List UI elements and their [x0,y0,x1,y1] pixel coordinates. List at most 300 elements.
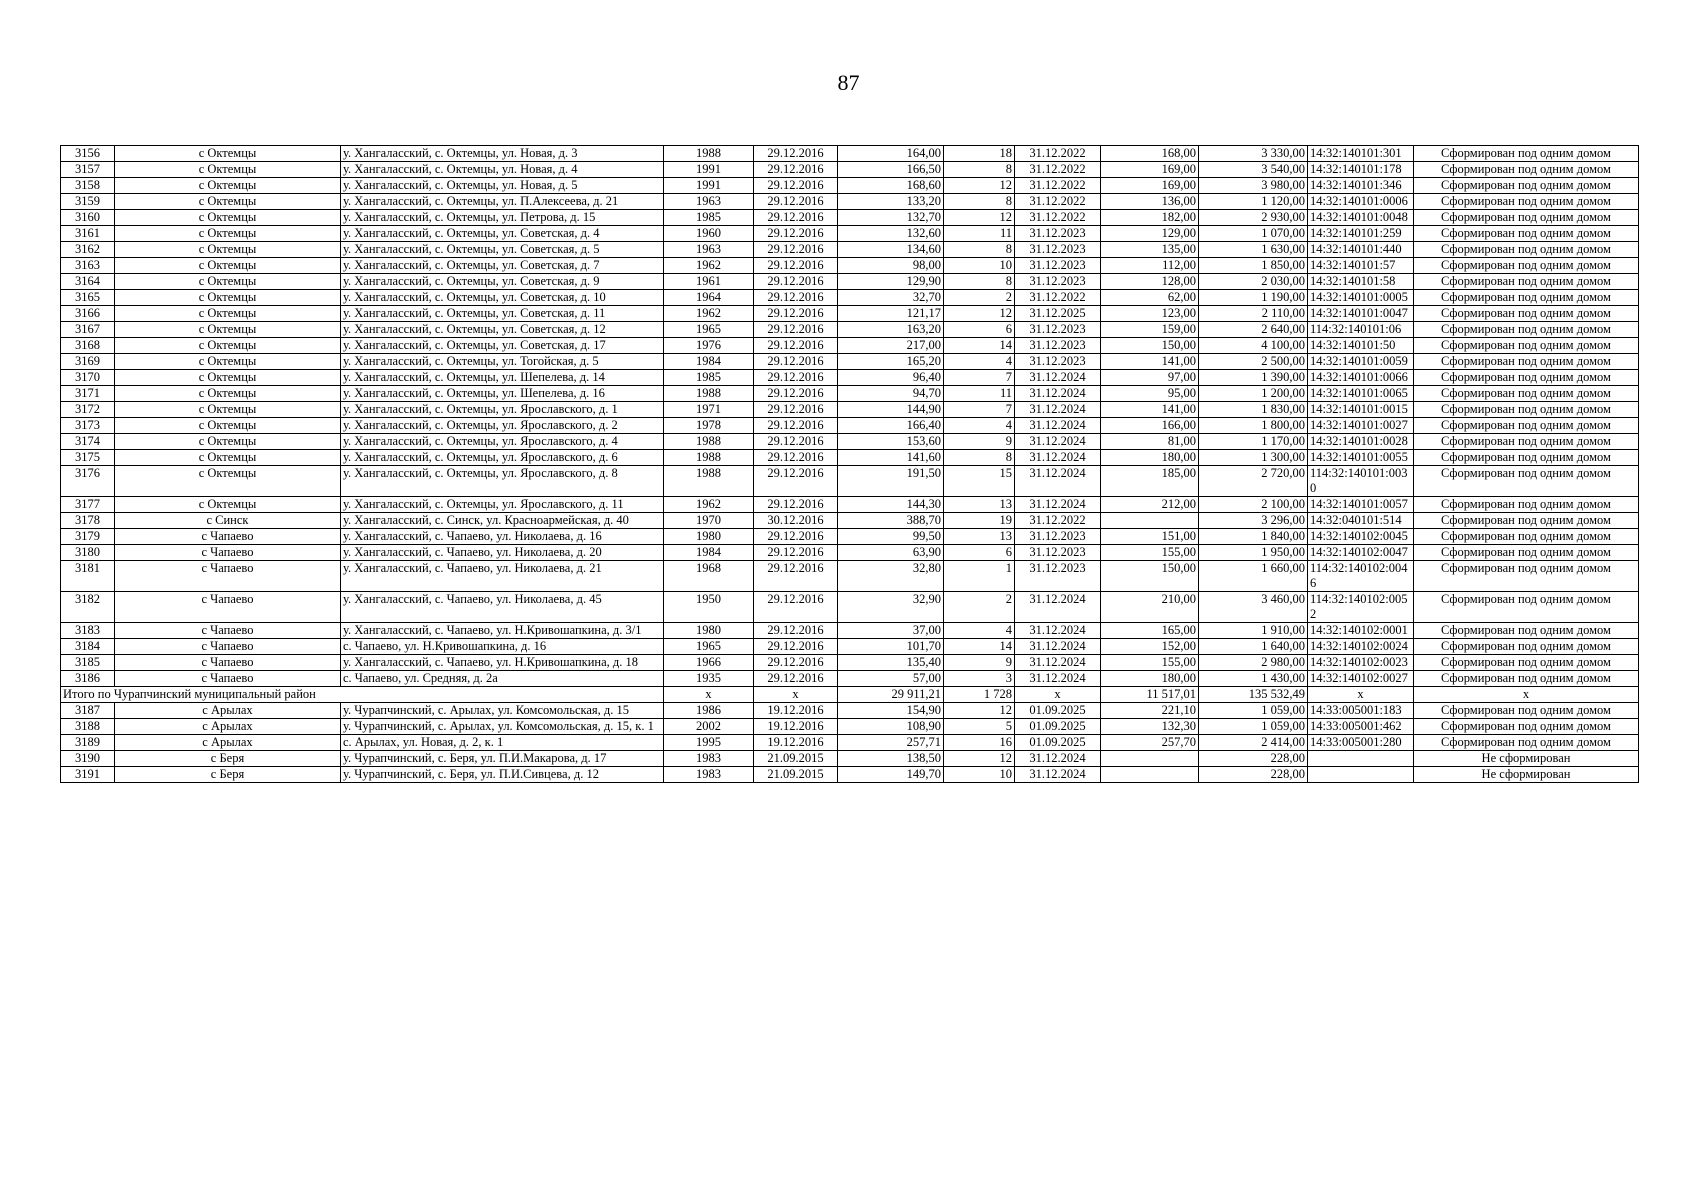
table-row [61,466,1639,497]
row-number: 3180 [61,545,115,561]
cadastral-number-cell: 14:33:005001:183 [1308,703,1414,719]
land-status-cell: Сформирован под одним домом [1414,242,1639,258]
cadastral-number-cell: 14:32:140101:0059 [1308,354,1414,370]
cadastral-number-cell: 14:32:140101:58 [1308,274,1414,290]
settlement-cell: с Чапаево [115,639,341,655]
cost-cell: 3 296,00 [1199,513,1308,529]
resettlement-deadline-cell: 31.12.2024 [1015,434,1101,450]
cadastral-number-cell: 14:32:140101:57 [1308,258,1414,274]
land-status-cell: Сформирован под одним домом [1414,561,1639,592]
total-label: Итого по Чурапчинский муниципальный район [61,687,664,703]
land-area-cell [1101,751,1199,767]
residents-count-cell: 19 [944,513,1015,529]
settlement-cell: с Октемцы [115,497,341,513]
land-area-cell: 152,00 [1101,639,1199,655]
residents-count-cell: 14 [944,338,1015,354]
address-cell: у. Хангаласский, с. Октемцы, ул. Советская, д. 4 [341,226,664,242]
table-row [61,370,1639,386]
row-number: 3171 [61,386,115,402]
settlement-cell: с Чапаево [115,671,341,687]
year-cell: 1961 [664,274,754,290]
row-number: 3174 [61,434,115,450]
land-area-cell: 165,00 [1101,623,1199,639]
residents-count-cell: 12 [944,703,1015,719]
residents-count-cell: 12 [944,751,1015,767]
land-area-cell: 62,00 [1101,290,1199,306]
address-cell: у. Хангаласский, с. Октемцы, ул. Ярославского, д. 8 [341,466,664,497]
inclusion-date-cell: 29.12.2016 [754,162,838,178]
inclusion-date-cell: 29.12.2016 [754,338,838,354]
cost-cell: 2 930,00 [1199,210,1308,226]
cadastral-number-cell: 114:32:140102:0046 [1308,561,1414,592]
land-area-cell: 182,00 [1101,210,1199,226]
inclusion-date-cell: 29.12.2016 [754,561,838,592]
cost-cell: 2 110,00 [1199,306,1308,322]
resettlement-deadline-cell: 31.12.2023 [1015,322,1101,338]
year-cell: 1962 [664,306,754,322]
resettlement-deadline-cell: 31.12.2024 [1015,370,1101,386]
address-cell: у. Хангаласский, с. Октемцы, ул. П.Алексеева, д. 21 [341,194,664,210]
inclusion-date-cell: 29.12.2016 [754,639,838,655]
land-area-cell: 97,00 [1101,370,1199,386]
cost-cell: 1 170,00 [1199,434,1308,450]
living-area-cell: 101,70 [838,639,944,655]
land-area-cell: 169,00 [1101,162,1199,178]
land-status-cell: Сформирован под одним домом [1414,194,1639,210]
register-body [61,146,1639,783]
address-cell: у. Хангаласский, с. Октемцы, ул. Советская, д. 12 [341,322,664,338]
address-cell: у. Чурапчинский, с. Арылах, ул. Комсомольская, д. 15, к. 1 [341,719,664,735]
total-land-area-cell: 11 517,01 [1101,687,1199,703]
total-living-area-cell: 29 911,21 [838,687,944,703]
land-area-cell: 169,00 [1101,178,1199,194]
table-row [61,418,1639,434]
resettlement-deadline-cell: 31.12.2023 [1015,561,1101,592]
settlement-cell: с Чапаево [115,655,341,671]
table-row [61,338,1639,354]
row-number: 3168 [61,338,115,354]
inclusion-date-cell: 29.12.2016 [754,210,838,226]
table-row [61,210,1639,226]
inclusion-date-cell: 29.12.2016 [754,466,838,497]
address-cell: у. Хангаласский, с. Октемцы, ул. Петрова, д. 15 [341,210,664,226]
land-status-cell: Сформирован под одним домом [1414,703,1639,719]
cadastral-number-cell: 14:32:140102:0001 [1308,623,1414,639]
settlement-cell: с Октемцы [115,354,341,370]
resettlement-deadline-cell: 31.12.2024 [1015,418,1101,434]
land-status-cell: Сформирован под одним домом [1414,639,1639,655]
address-cell: у. Хангаласский, с. Чапаево, ул. Н.Кривошапкина, д. 18 [341,655,664,671]
inclusion-date-cell: 29.12.2016 [754,274,838,290]
resettlement-deadline-cell: 31.12.2022 [1015,194,1101,210]
living-area-cell: 129,90 [838,274,944,290]
residents-count-cell: 6 [944,545,1015,561]
residents-count-cell: 8 [944,162,1015,178]
residents-count-cell: 4 [944,623,1015,639]
inclusion-date-cell: 29.12.2016 [754,592,838,623]
year-cell: 1983 [664,767,754,783]
inclusion-date-cell: 29.12.2016 [754,402,838,418]
inclusion-date-cell: 29.12.2016 [754,545,838,561]
inclusion-date-cell: 29.12.2016 [754,434,838,450]
address-cell: у. Хангаласский, с. Октемцы, ул. Ярославского, д. 1 [341,402,664,418]
address-cell: у. Хангаласский, с. Октемцы, ул. Советская, д. 17 [341,338,664,354]
inclusion-date-cell: 29.12.2016 [754,242,838,258]
land-area-cell: 150,00 [1101,338,1199,354]
address-cell: у. Хангаласский, с. Чапаево, ул. Николаева, д. 21 [341,561,664,592]
cost-cell: 1 059,00 [1199,719,1308,735]
living-area-cell: 388,70 [838,513,944,529]
settlement-cell: с Чапаево [115,623,341,639]
settlement-cell: с Беря [115,767,341,783]
residents-count-cell: 5 [944,719,1015,735]
inclusion-date-cell: 19.12.2016 [754,719,838,735]
cost-cell: 1 430,00 [1199,671,1308,687]
cadastral-number-cell: 14:32:140101:0047 [1308,306,1414,322]
cadastral-number-cell: 14:32:140101:0006 [1308,194,1414,210]
row-number: 3188 [61,719,115,735]
table-row [61,592,1639,623]
settlement-cell: с Октемцы [115,402,341,418]
land-area-cell: 166,00 [1101,418,1199,434]
table-row [61,655,1639,671]
row-number: 3160 [61,210,115,226]
cadastral-number-cell: 114:32:140101:06 [1308,322,1414,338]
settlement-cell: с Арылах [115,703,341,719]
total-resettlement-deadline-cell: x [1015,687,1101,703]
resettlement-deadline-cell: 31.12.2024 [1015,671,1101,687]
table-row [61,497,1639,513]
residents-count-cell: 13 [944,497,1015,513]
land-status-cell: Сформирован под одним домом [1414,592,1639,623]
land-area-cell: 81,00 [1101,434,1199,450]
living-area-cell: 154,90 [838,703,944,719]
total-inclusion-date-cell: x [754,687,838,703]
table-row [61,354,1639,370]
settlement-cell: с Октемцы [115,322,341,338]
table-row [61,735,1639,751]
address-cell: у. Хангаласский, с. Октемцы, ул. Ярославского, д. 11 [341,497,664,513]
cost-cell: 2 500,00 [1199,354,1308,370]
land-status-cell: Сформирован под одним домом [1414,735,1639,751]
living-area-cell: 32,80 [838,561,944,592]
land-status-cell: Сформирован под одним домом [1414,434,1639,450]
land-status-cell: Сформирован под одним домом [1414,418,1639,434]
inclusion-date-cell: 29.12.2016 [754,258,838,274]
address-cell: у. Хангаласский, с. Октемцы, ул. Советская, д. 7 [341,258,664,274]
living-area-cell: 94,70 [838,386,944,402]
living-area-cell: 217,00 [838,338,944,354]
table-row [61,194,1639,210]
total-row [61,687,1639,703]
settlement-cell: с Октемцы [115,466,341,497]
living-area-cell: 141,60 [838,450,944,466]
table-row [61,290,1639,306]
resettlement-deadline-cell: 31.12.2024 [1015,655,1101,671]
row-number: 3189 [61,735,115,751]
land-status-cell: Сформирован под одним домом [1414,671,1639,687]
resettlement-deadline-cell: 31.12.2024 [1015,466,1101,497]
row-number: 3164 [61,274,115,290]
residents-count-cell: 15 [944,466,1015,497]
land-area-cell: 221,10 [1101,703,1199,719]
inclusion-date-cell: 19.12.2016 [754,703,838,719]
cadastral-number-cell: 14:32:140102:0047 [1308,545,1414,561]
year-cell: 1965 [664,322,754,338]
settlement-cell: с Октемцы [115,226,341,242]
inclusion-date-cell: 29.12.2016 [754,322,838,338]
row-number: 3157 [61,162,115,178]
cost-cell: 1 840,00 [1199,529,1308,545]
cadastral-number-cell: 14:32:140101:440 [1308,242,1414,258]
resettlement-deadline-cell: 01.09.2025 [1015,703,1101,719]
year-cell: 1988 [664,146,754,162]
land-area-cell: 257,70 [1101,735,1199,751]
settlement-cell: с Октемцы [115,290,341,306]
land-area-cell: 168,00 [1101,146,1199,162]
resettlement-deadline-cell: 31.12.2023 [1015,529,1101,545]
settlement-cell: с Октемцы [115,434,341,450]
settlement-cell: с Синск [115,513,341,529]
address-cell: у. Хангаласский, с. Чапаево, ул. Н.Кривошапкина, д. 3/1 [341,623,664,639]
living-area-cell: 165,20 [838,354,944,370]
land-status-cell: Сформирован под одним домом [1414,162,1639,178]
row-number: 3172 [61,402,115,418]
land-area-cell: 151,00 [1101,529,1199,545]
living-area-cell: 135,40 [838,655,944,671]
register-table [60,145,1639,783]
year-cell: 1986 [664,703,754,719]
inclusion-date-cell: 29.12.2016 [754,418,838,434]
living-area-cell: 138,50 [838,751,944,767]
cadastral-number-cell: 14:32:140101:301 [1308,146,1414,162]
living-area-cell: 133,20 [838,194,944,210]
settlement-cell: с Чапаево [115,545,341,561]
land-area-cell: 185,00 [1101,466,1199,497]
living-area-cell: 164,00 [838,146,944,162]
year-cell: 1988 [664,434,754,450]
land-area-cell: 159,00 [1101,322,1199,338]
resettlement-deadline-cell: 31.12.2024 [1015,386,1101,402]
cadastral-number-cell: 14:32:140101:0048 [1308,210,1414,226]
cadastral-number-cell [1308,767,1414,783]
table-row [61,306,1639,322]
living-area-cell: 144,90 [838,402,944,418]
table-row [61,450,1639,466]
inclusion-date-cell: 29.12.2016 [754,623,838,639]
cadastral-number-cell: 14:32:140101:259 [1308,226,1414,242]
cost-cell: 1 200,00 [1199,386,1308,402]
cadastral-number-cell: 14:32:140102:0024 [1308,639,1414,655]
table-row [61,639,1639,655]
land-status-cell: Сформирован под одним домом [1414,290,1639,306]
land-status-cell: Сформирован под одним домом [1414,306,1639,322]
settlement-cell: с Октемцы [115,338,341,354]
residents-count-cell: 8 [944,242,1015,258]
cadastral-number-cell: 14:32:140102:0045 [1308,529,1414,545]
settlement-cell: с Беря [115,751,341,767]
land-area-cell: 123,00 [1101,306,1199,322]
land-area-cell: 141,00 [1101,354,1199,370]
cost-cell: 1 800,00 [1199,418,1308,434]
settlement-cell: с Октемцы [115,274,341,290]
address-cell: у. Хангаласский, с. Октемцы, ул. Ярославского, д. 2 [341,418,664,434]
year-cell: 1980 [664,529,754,545]
settlement-cell: с Октемцы [115,242,341,258]
cadastral-number-cell: 114:32:140101:0030 [1308,466,1414,497]
total-land-status-cell: x [1414,687,1639,703]
table-row [61,178,1639,194]
table-row [61,258,1639,274]
residents-count-cell: 3 [944,671,1015,687]
cost-cell: 1 950,00 [1199,545,1308,561]
settlement-cell: с Октемцы [115,178,341,194]
residents-count-cell: 12 [944,178,1015,194]
land-status-cell: Сформирован под одним домом [1414,338,1639,354]
land-status-cell: Сформирован под одним домом [1414,354,1639,370]
residents-count-cell: 8 [944,274,1015,290]
resettlement-deadline-cell: 31.12.2024 [1015,450,1101,466]
cadastral-number-cell: 14:32:140101:0066 [1308,370,1414,386]
residents-count-cell: 8 [944,450,1015,466]
year-cell: 1965 [664,639,754,655]
resettlement-deadline-cell: 31.12.2023 [1015,274,1101,290]
settlement-cell: с Октемцы [115,210,341,226]
inclusion-date-cell: 29.12.2016 [754,370,838,386]
row-number: 3165 [61,290,115,306]
living-area-cell: 168,60 [838,178,944,194]
inclusion-date-cell: 21.09.2015 [754,767,838,783]
resettlement-deadline-cell: 31.12.2025 [1015,306,1101,322]
land-area-cell: 180,00 [1101,671,1199,687]
cost-cell: 228,00 [1199,751,1308,767]
settlement-cell: с Арылах [115,719,341,735]
residents-count-cell: 10 [944,767,1015,783]
cost-cell: 1 300,00 [1199,450,1308,466]
living-area-cell: 57,00 [838,671,944,687]
land-area-cell [1101,513,1199,529]
row-number: 3181 [61,561,115,592]
address-cell: у. Хангаласский, с. Октемцы, ул. Ярославского, д. 6 [341,450,664,466]
resettlement-deadline-cell: 31.12.2022 [1015,162,1101,178]
total-year-cell: x [664,687,754,703]
land-status-cell: Не сформирован [1414,767,1639,783]
address-cell: у. Хангаласский, с. Чапаево, ул. Николаева, д. 45 [341,592,664,623]
year-cell: 2002 [664,719,754,735]
living-area-cell: 144,30 [838,497,944,513]
living-area-cell: 191,50 [838,466,944,497]
inclusion-date-cell: 29.12.2016 [754,450,838,466]
land-status-cell: Сформирован под одним домом [1414,146,1639,162]
settlement-cell: с Октемцы [115,306,341,322]
table-row [61,434,1639,450]
address-cell: у. Хангаласский, с. Октемцы, ул. Новая, д. 3 [341,146,664,162]
cost-cell: 2 640,00 [1199,322,1308,338]
settlement-cell: с Чапаево [115,561,341,592]
living-area-cell: 134,60 [838,242,944,258]
resettlement-deadline-cell: 31.12.2024 [1015,767,1101,783]
cost-cell: 2 720,00 [1199,466,1308,497]
year-cell: 1966 [664,655,754,671]
living-area-cell: 37,00 [838,623,944,639]
land-status-cell: Сформирован под одним домом [1414,386,1639,402]
land-area-cell: 155,00 [1101,545,1199,561]
resettlement-deadline-cell: 31.12.2023 [1015,242,1101,258]
resettlement-deadline-cell: 31.12.2024 [1015,639,1101,655]
year-cell: 1985 [664,370,754,386]
cost-cell: 1 660,00 [1199,561,1308,592]
table-row [61,402,1639,418]
year-cell: 1963 [664,242,754,258]
residents-count-cell: 12 [944,210,1015,226]
year-cell: 1950 [664,592,754,623]
living-area-cell: 96,40 [838,370,944,386]
residents-count-cell: 2 [944,592,1015,623]
residents-count-cell: 13 [944,529,1015,545]
row-number: 3175 [61,450,115,466]
settlement-cell: с Чапаево [115,592,341,623]
year-cell: 1991 [664,178,754,194]
living-area-cell: 98,00 [838,258,944,274]
settlement-cell: с Октемцы [115,418,341,434]
address-cell: у. Чурапчинский, с. Беря, ул. П.И.Сивцева, д. 12 [341,767,664,783]
cadastral-number-cell: 14:32:140101:0027 [1308,418,1414,434]
year-cell: 1984 [664,545,754,561]
row-number: 3184 [61,639,115,655]
resettlement-deadline-cell: 31.12.2023 [1015,338,1101,354]
row-number: 3159 [61,194,115,210]
land-area-cell: 150,00 [1101,561,1199,592]
land-status-cell: Сформирован под одним домом [1414,450,1639,466]
resettlement-deadline-cell: 31.12.2023 [1015,226,1101,242]
land-status-cell: Не сформирован [1414,751,1639,767]
cadastral-number-cell: 14:32:140101:0055 [1308,450,1414,466]
address-cell: у. Хангаласский, с. Октемцы, ул. Советская, д. 9 [341,274,664,290]
row-number: 3170 [61,370,115,386]
land-status-cell: Сформирован под одним домом [1414,370,1639,386]
land-area-cell: 210,00 [1101,592,1199,623]
address-cell: у. Чурапчинский, с. Арылах, ул. Комсомольская, д. 15 [341,703,664,719]
total-cost-cell: 135 532,49 [1199,687,1308,703]
cost-cell: 1 640,00 [1199,639,1308,655]
cadastral-number-cell: 14:32:040101:514 [1308,513,1414,529]
land-status-cell: Сформирован под одним домом [1414,719,1639,735]
table-row [61,623,1639,639]
table-row [61,529,1639,545]
row-number: 3182 [61,592,115,623]
row-number: 3162 [61,242,115,258]
living-area-cell: 149,70 [838,767,944,783]
table-row [61,703,1639,719]
land-status-cell: Сформирован под одним домом [1414,226,1639,242]
resettlement-deadline-cell: 31.12.2023 [1015,258,1101,274]
land-status-cell: Сформирован под одним домом [1414,513,1639,529]
inclusion-date-cell: 29.12.2016 [754,290,838,306]
year-cell: 1976 [664,338,754,354]
resettlement-deadline-cell: 31.12.2022 [1015,513,1101,529]
living-area-cell: 108,90 [838,719,944,735]
row-number: 3187 [61,703,115,719]
land-status-cell: Сформирован под одним домом [1414,274,1639,290]
cost-cell: 1 190,00 [1199,290,1308,306]
year-cell: 1978 [664,418,754,434]
cost-cell: 1 059,00 [1199,703,1308,719]
cost-cell: 1 390,00 [1199,370,1308,386]
resettlement-deadline-cell: 31.12.2022 [1015,210,1101,226]
land-status-cell: Сформирован под одним домом [1414,210,1639,226]
year-cell: 1962 [664,497,754,513]
inclusion-date-cell: 19.12.2016 [754,735,838,751]
